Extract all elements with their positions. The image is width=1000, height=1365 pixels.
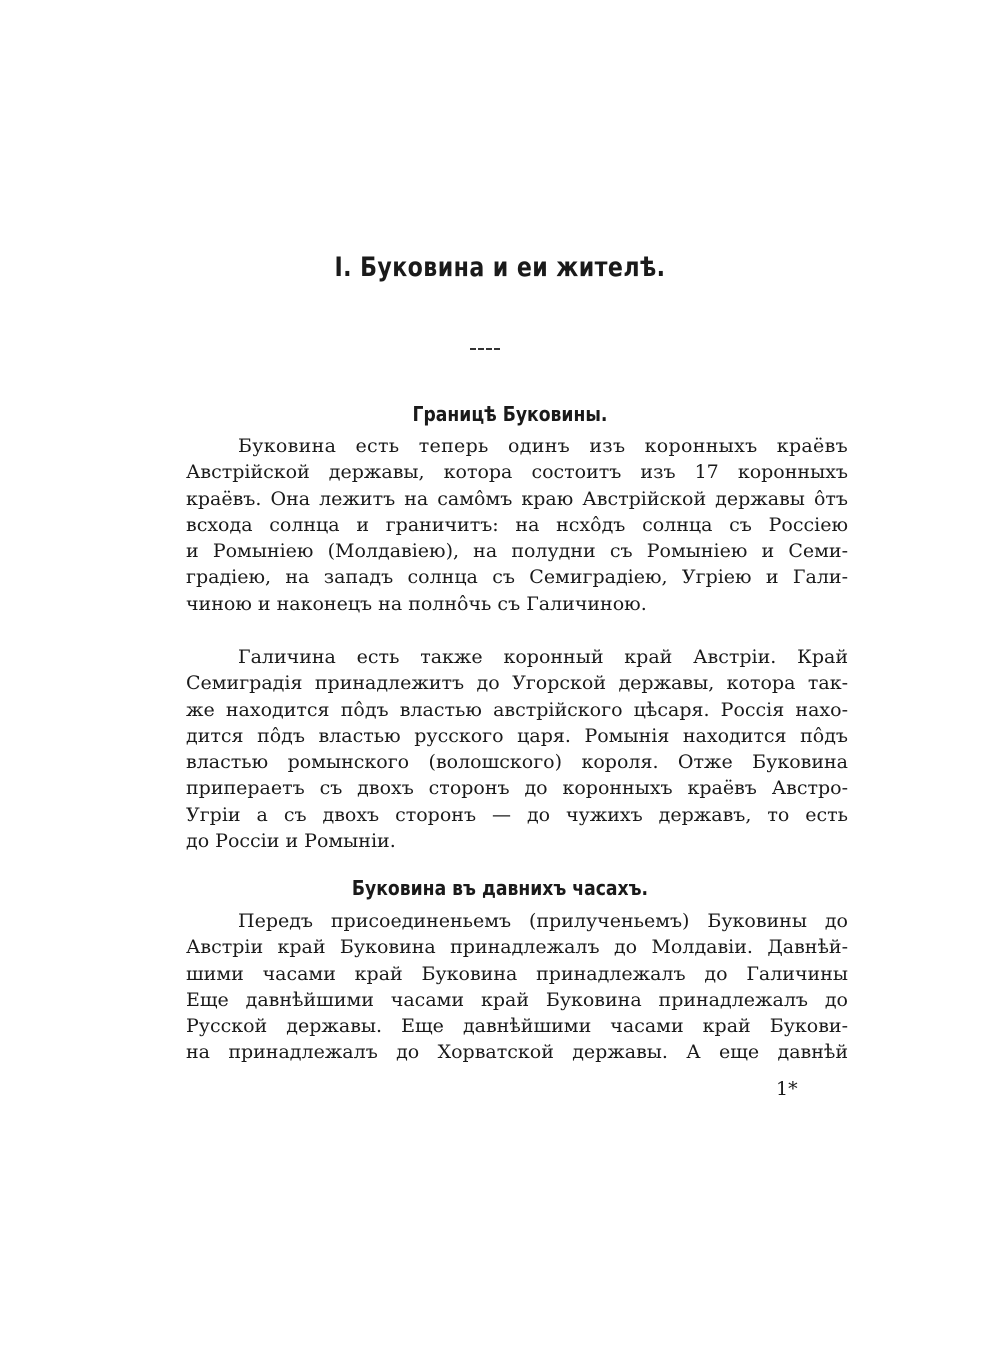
text-line: властью ромынского (волошского) короля. Отже Буковина <box>186 751 848 774</box>
section-heading-borders: Границѣ Буковины. <box>412 402 608 426</box>
text-line: и Ромыніею (Молдавіею), на полудни съ Ромыніею и Семи- <box>186 540 848 563</box>
section-heading-history: Буковина въ давнихъ часахъ. <box>351 876 649 900</box>
chapter-title: I. Буковина и еи жителѣ. <box>334 252 666 283</box>
paragraph <box>186 908 848 1066</box>
text-line: Австріи край Буковина принадлежалъ до Молдавіи. Давнѣй- <box>186 936 848 959</box>
text-line: всхода солнца и граничитъ: на нсхôдъ солнца съ Россіею <box>186 513 848 536</box>
text-line: же находится пôдъ властью австрійского цѣсаря. Россія нахо- <box>186 698 848 721</box>
text-line: краёвъ. Она лежитъ на самôмъ краю Австрійской державы ôтъ <box>186 487 848 510</box>
paragraph <box>186 644 848 854</box>
text-line: Русской державы. Еще давнѣйшими часами край Букови- <box>186 1015 848 1038</box>
chapter-divider <box>470 348 500 352</box>
text-line: чиною и наконецъ на полнôчь съ Галичиною. <box>186 592 647 615</box>
text-line: Буковина есть теперь одинъ изъ коронныхъ краёвъ <box>238 435 848 457</box>
text-line: Семиградія принадлежитъ до Угорской державы, котора так- <box>186 672 848 695</box>
text-line: до Россіи и Ромыніи. <box>186 830 396 853</box>
text-line: Галичина есть также коронный край Австріи. Край <box>238 646 848 668</box>
text-line: припераетъ съ двохъ сторонъ до коронныхъ краёвъ Австро- <box>186 777 848 800</box>
text-line: дится пôдъ властью русского царя. Ромынія находится пôдъ <box>186 724 848 747</box>
text-line: Передъ присоединеньемъ (прилученьемъ) Буковины до <box>238 910 848 932</box>
text-line: на принадлежалъ до Хорватской державы. А еще давнѣй <box>186 1041 848 1064</box>
text-line: шими часами край Буковина принадлежалъ до Галичины <box>186 962 848 985</box>
text-line: Угріи а съ двохъ сторонъ — до чужихъ державъ, то есть <box>186 803 848 826</box>
text-line: Еще давнѣйшими часами край Буковина принадлежалъ до <box>186 988 848 1011</box>
text-line: Австрійской державы, котора состоитъ изъ 17 коронныхъ <box>186 461 848 484</box>
page-number: 1* <box>776 1078 798 1100</box>
text-line: градіею, на западъ солнца съ Семиградіею, Угріею и Гали- <box>186 566 848 589</box>
paragraph <box>186 433 848 617</box>
